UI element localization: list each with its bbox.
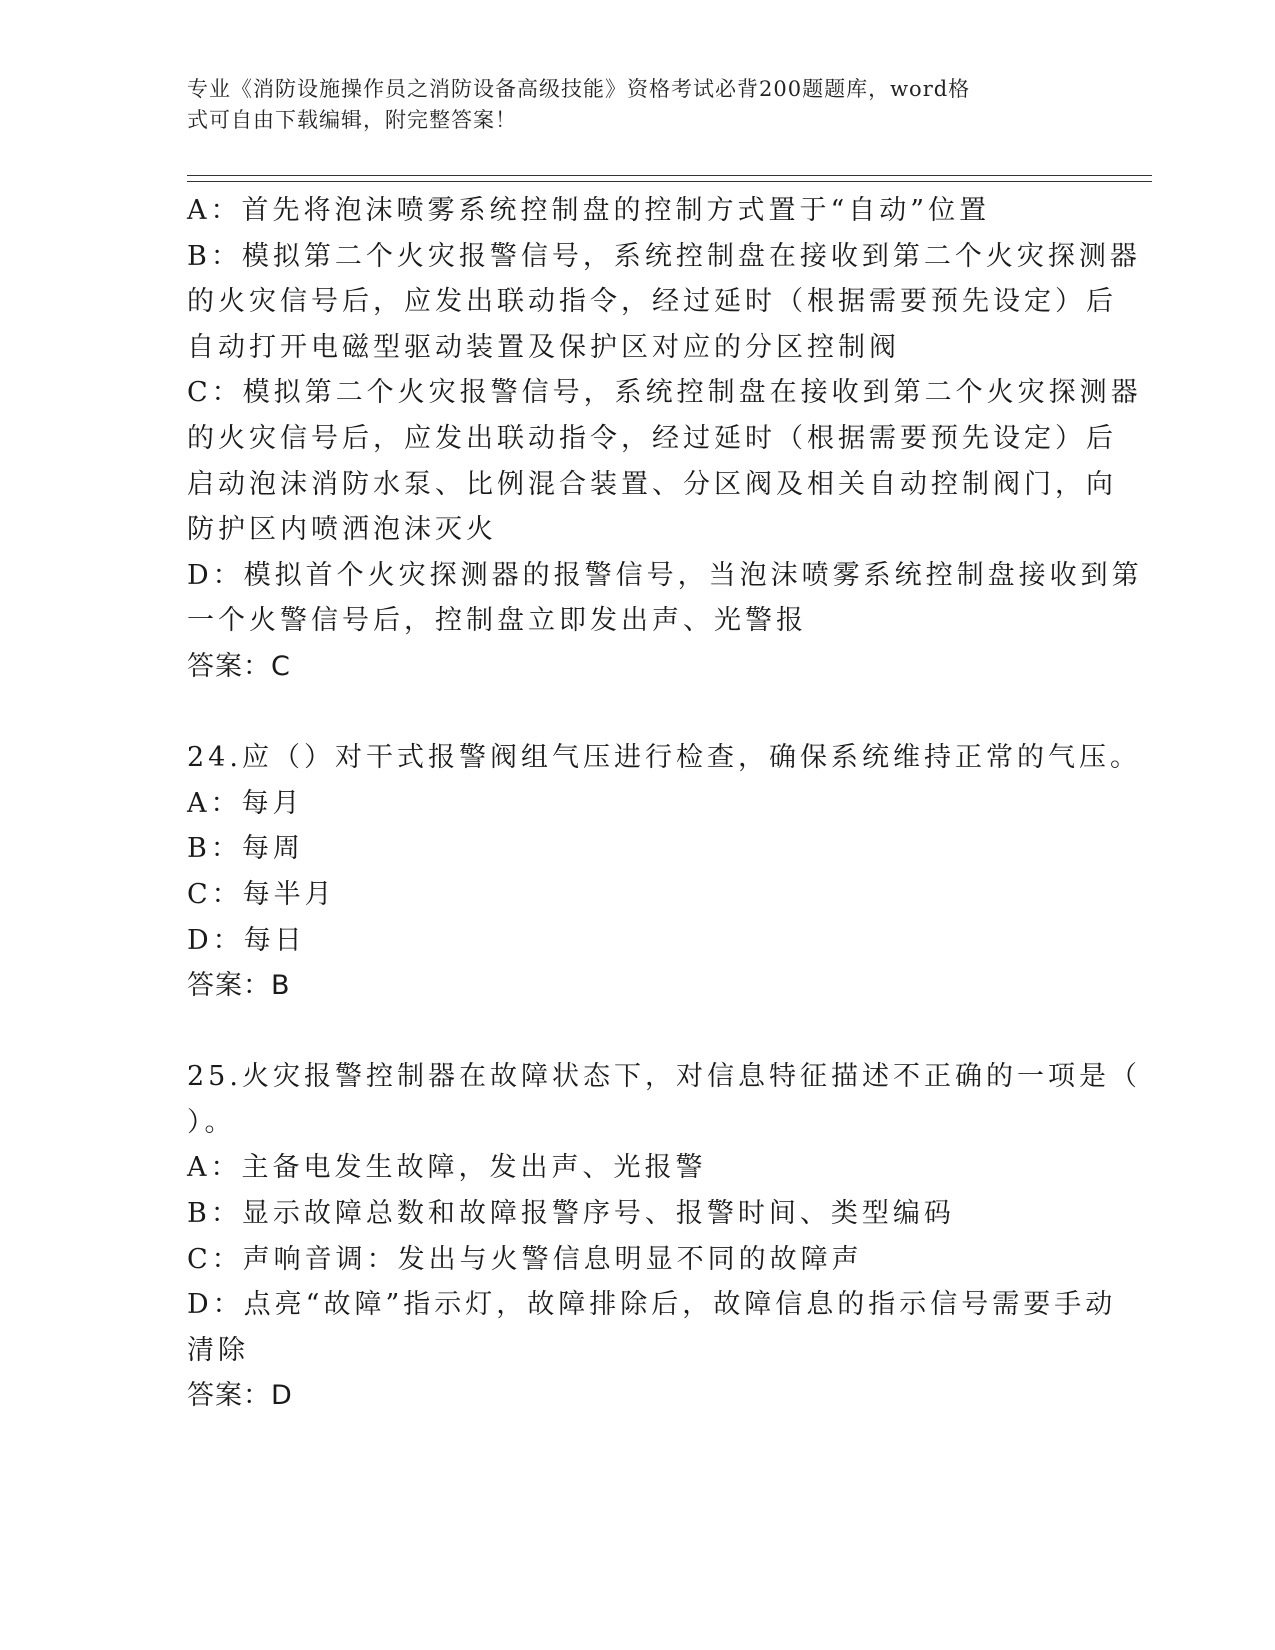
- q23-option-a: A：首先将泡沫喷雾系统控制盘的控制方式置于“自动”位置: [187, 195, 991, 226]
- q24-option-d: D：每日: [187, 924, 306, 956]
- header-rule-bottom: [187, 181, 1152, 182]
- q25-question-line2: ）。: [187, 1106, 236, 1138]
- q24-option-b: B：每周: [187, 833, 304, 865]
- question-24-block: [187, 735, 1141, 1009]
- q23-option-b-line2: 的火灾信号后，应发出联动指令，经过延时（根据需要预先设定）后: [187, 286, 1117, 318]
- q24-answer: 答案：B: [187, 970, 291, 1002]
- q23-option-b-line3: 自动打开电磁型驱动装置及保护区对应的分区控制阀: [187, 331, 900, 363]
- q25-option-a: A：主备电发生故障，发出声、光报警: [187, 1152, 707, 1184]
- header-line-2: 式可自由下载编辑，附完整答案！: [187, 108, 517, 132]
- q23-option-d-line2: 一个火警信号后，控制盘立即发出声、光警报: [187, 605, 807, 637]
- q25-answer: 答案：D: [187, 1380, 293, 1412]
- header-line-1: 专业《消防设施操作员之消防设备高级技能》资格考试必背200题题库，word格: [187, 77, 971, 101]
- q25-question-line1: 25.火灾报警控制器在故障状态下，对信息特征描述不正确的一项是（: [187, 1061, 1141, 1093]
- question-25-block: [187, 1054, 1141, 1419]
- q25-option-b: B：显示故障总数和故障报警序号、报警时间、类型编码: [187, 1198, 955, 1230]
- header-rule-top: [187, 175, 1152, 176]
- q23-answer: 答案：C: [187, 650, 291, 682]
- q23-option-c-line1: C：模拟第二个火灾报警信号，系统控制盘在接收到第二个火灾探测器: [187, 377, 1142, 409]
- spacer: [187, 690, 1087, 736]
- question-23-block: [187, 188, 1143, 690]
- document-header: [187, 74, 1067, 136]
- q23-option-c-line4: 防护区内喷洒泡沫灭火: [187, 514, 497, 546]
- q25-option-c: C：声响音调：发出与火警信息明显不同的故障声: [187, 1243, 863, 1275]
- q23-option-b-line1: B：模拟第二个火灾报警信号，系统控制盘在接收到第二个火灾探测器: [187, 240, 1141, 272]
- q25-option-d-line1: D：点亮“故障”指示灯，故障排除后，故障信息的指示信号需要手动: [187, 1289, 1117, 1321]
- q25-option-d-line2: 清除: [187, 1334, 249, 1366]
- q24-option-c: C：每半月: [187, 878, 336, 910]
- q24-question: 24.应（）对干式报警阀组气压进行检查，确保系统维持正常的气压。: [187, 742, 1141, 774]
- spacer: [187, 1009, 1087, 1055]
- q24-option-a: A：每月: [187, 787, 304, 819]
- q23-option-c-line2: 的火灾信号后，应发出联动指令，经过延时（根据需要预先设定）后: [187, 422, 1117, 454]
- document-body: [187, 188, 1143, 1419]
- q23-option-d-line1: D：模拟首个火灾探测器的报警信号，当泡沫喷雾系统控制盘接收到第: [187, 559, 1143, 591]
- q23-option-c-line3: 启动泡沫消防水泵、比例混合装置、分区阀及相关自动控制阀门，向: [187, 468, 1117, 500]
